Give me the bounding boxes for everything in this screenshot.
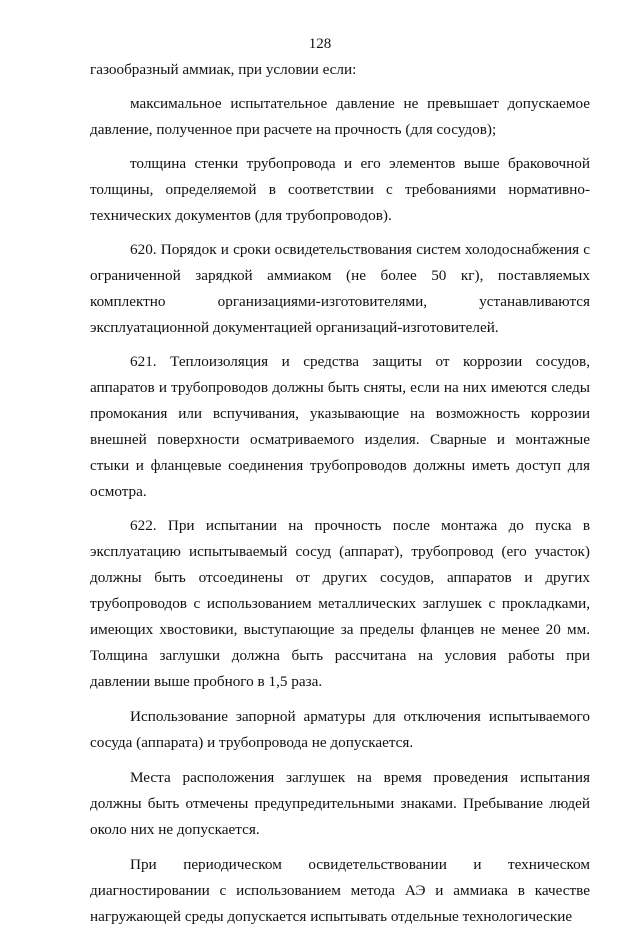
- paragraph-condition-wall-thickness: толщина стенки трубопровода и его элементов выше браковочной толщины, определяемой в соответствии с требованиями нормативно-технических документов (для трубопроводов).: [90, 155, 590, 224]
- paragraph-clause-620: 620. Порядок и сроки освидетельствования систем холодоснабжения с ограниченной зарядкой аммиаком (не более 50 кг), поставляемых комплектно организациями-изготовителями, устанавливаются эксплуатационной документацией организаций-изготовителей.: [90, 241, 590, 336]
- paragraph-shutoff-valves: Использование запорной арматуры для отключения испытываемого сосуда (аппарата) и трубопровода не допускается.: [90, 708, 590, 751]
- paragraph-clause-621: 621. Теплоизоляция и средства защиты от коррозии сосудов, аппаратов и трубопроводов должны быть сняты, если на них имеются следы промокания или вспучивания, указывающие на возможность коррозии внешней поверхности осматриваемого изделия. Сварные и монтажные стыки и фланцевые соединения трубопроводов должны иметь доступ для осмотра.: [90, 353, 590, 500]
- paragraph-intro-continuation: газообразный аммиак, при условии если:: [90, 61, 357, 78]
- page-number: 128: [308, 36, 332, 52]
- document-body: [90, 57, 590, 930]
- paragraph-plug-markings: Места расположения заглушек на время проведения испытания должны быть отмечены предупредительными знаками. Пребывание людей около них не допускается.: [90, 769, 590, 838]
- paragraph-condition-pressure: максимальное испытательное давление не превышает допускаемое давление, полученное при расчете на прочность (для сосудов);: [90, 95, 590, 138]
- paragraph-clause-622: 622. При испытании на прочность после монтажа до пуска в эксплуатацию испытываемый сосуд (аппарат), трубопровод (его участок) должны быть отсоединены от других сосудов, аппаратов и других трубопроводов с использованием металлических заглушек с прокладками, имеющих хвостовики, выступающие за пределы фланцев не менее 20 мм. Толщина заглушки должна быть рассчитана на условия работы при давлении выше пробного в 1,5 раза.: [90, 517, 590, 690]
- paragraph-periodic-inspection: При периодическом освидетельствовании и техническом диагностировании с использованием метода АЭ и аммиака в качестве нагружающей среды допускается испытывать отдельные технологические: [90, 856, 590, 925]
